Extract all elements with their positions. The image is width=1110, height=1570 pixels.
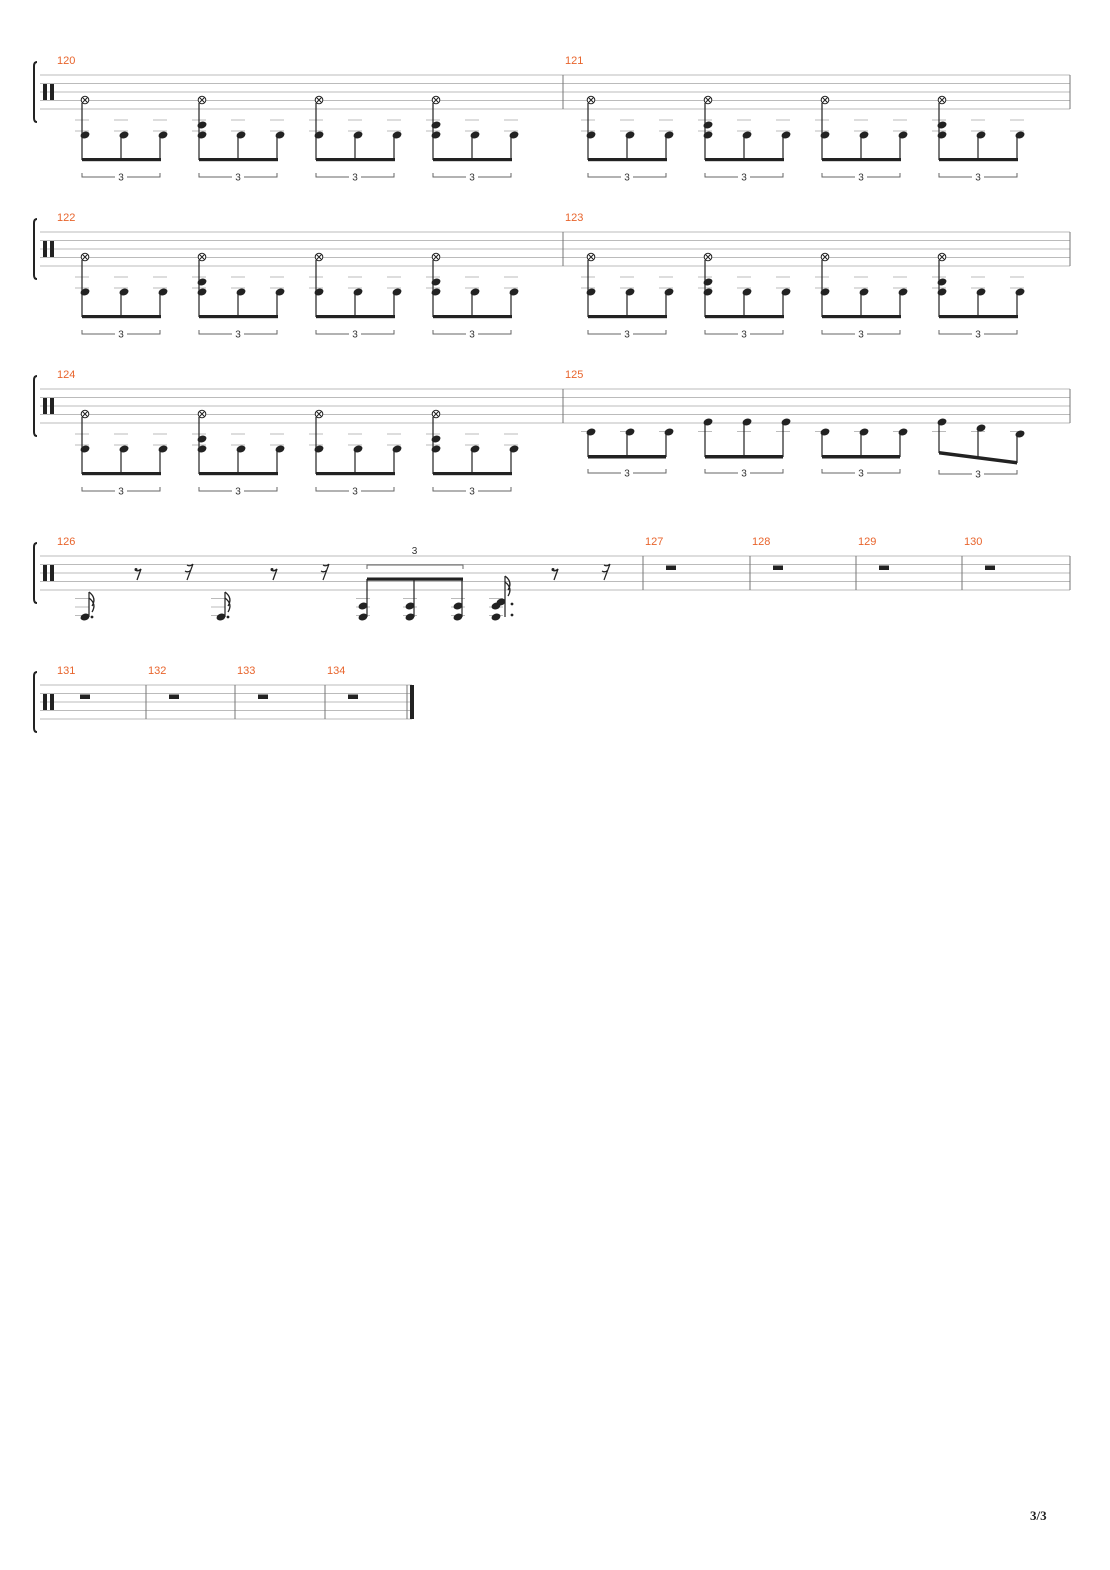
bass-notehead: [742, 287, 753, 296]
measure-number: 134: [327, 665, 346, 677]
measure-number: 128: [752, 536, 771, 548]
tom-notehead: [898, 427, 909, 436]
note-beam: [316, 472, 395, 475]
hihat-notehead: [704, 96, 712, 104]
measure-number: 133: [237, 665, 256, 677]
bass-notehead: [509, 287, 520, 296]
tuplet-bracket: [478, 173, 511, 177]
note-beam: [705, 455, 783, 459]
augmentation-dot: [91, 616, 94, 619]
bass-notehead: [431, 130, 442, 139]
note-beam: [705, 315, 784, 318]
triplet-group: [815, 427, 908, 479]
tuplet-bracket: [705, 330, 738, 334]
tom-notehead: [781, 417, 792, 426]
percussion-clef: [50, 241, 54, 257]
hihat-notehead: [432, 253, 440, 261]
measure: [565, 369, 1025, 481]
tuplet-number: 3: [235, 172, 241, 184]
tuplet-bracket: [478, 487, 511, 491]
hihat-notehead: [821, 253, 829, 261]
bass-notehead: [470, 130, 481, 139]
tuplet-number: 3: [858, 329, 864, 341]
staff-system: [34, 55, 1070, 184]
tom-notehead: [664, 427, 675, 436]
note-beam: [82, 158, 161, 161]
dotted-chord: [489, 576, 513, 622]
note-beam: [588, 315, 667, 318]
bass-notehead: [197, 130, 208, 139]
tuplet-number: 3: [352, 329, 358, 341]
snare-notehead: [197, 277, 208, 286]
system-bracket: [34, 62, 37, 122]
snare-notehead: [431, 434, 442, 443]
tuplet-bracket: [316, 330, 349, 334]
system-bracket: [34, 376, 37, 436]
note-beam: [316, 158, 395, 161]
note-beam: [199, 315, 278, 318]
bass-sixteenth-note: [75, 592, 94, 622]
augmentation-dot: [511, 603, 514, 606]
bass-notehead: [197, 444, 208, 453]
tuplet-bracket: [939, 470, 972, 474]
hihat-notehead: [81, 410, 89, 418]
tuplet-bracket: [939, 330, 972, 334]
tuplet-bracket: [82, 330, 115, 334]
whole-rest: [773, 566, 783, 571]
tuplet-number: 3: [858, 468, 864, 480]
tuplet-bracket: [939, 173, 972, 177]
triplet-group: [932, 417, 1025, 480]
tuplet-number: 3: [469, 486, 475, 498]
hihat-notehead: [821, 96, 829, 104]
triplet-group: [698, 417, 791, 479]
hihat-notehead: [198, 96, 206, 104]
measure-number: 126: [57, 536, 76, 548]
sixteenth-rest: [321, 564, 329, 580]
tom-notehead: [1015, 429, 1026, 438]
bass-notehead: [197, 287, 208, 296]
bass-sixteenth-note: [211, 592, 230, 622]
hihat-notehead: [81, 253, 89, 261]
sixteenth-rest: [602, 564, 610, 580]
bass-notehead: [781, 287, 792, 296]
percussion-clef: [50, 84, 54, 100]
percussion-clef: [50, 694, 54, 710]
bass-notehead: [353, 287, 364, 296]
hihat-notehead: [315, 253, 323, 261]
whole-rest: [169, 695, 179, 700]
measure: [57, 55, 519, 184]
tom-notehead: [703, 417, 714, 426]
system-bracket: [34, 672, 37, 732]
hihat-notehead: [315, 96, 323, 104]
tuplet-number: 3: [469, 172, 475, 184]
bass-notehead: [976, 287, 987, 296]
percussion-clef: [43, 84, 47, 100]
tuplet-bracket: [588, 173, 621, 177]
tom-notehead: [859, 427, 870, 436]
tuplet-bracket: [82, 173, 115, 177]
bass-notehead: [353, 130, 364, 139]
measure-number: 127: [645, 536, 664, 548]
tom-notehead: [742, 417, 753, 426]
snare-notehead: [703, 120, 714, 129]
bass-notehead: [820, 287, 831, 296]
bass-notehead: [781, 130, 792, 139]
tuplet-number: 3: [975, 329, 981, 341]
whole-rest: [666, 566, 676, 571]
tuplet-number: 3: [975, 172, 981, 184]
tuplet-bracket: [316, 487, 349, 491]
eighth-rest-dot: [552, 568, 555, 571]
tuplet-bracket: [127, 487, 160, 491]
final-barline-thick: [410, 685, 414, 719]
tuplet-number: 3: [469, 329, 475, 341]
bass-notehead: [431, 444, 442, 453]
tuplet-number: 3: [975, 469, 981, 481]
tom-notehead: [820, 427, 831, 436]
tuplet-number: 3: [118, 172, 124, 184]
measure: [565, 212, 1025, 341]
bass-notehead: [509, 444, 520, 453]
measure-number: 132: [148, 665, 167, 677]
bass-notehead: [392, 444, 403, 453]
sixteenth-rest: [185, 564, 193, 580]
bass-notehead: [859, 130, 870, 139]
note-beam: [82, 472, 161, 475]
tuplet-bracket: [127, 330, 160, 334]
bass-notehead: [158, 287, 169, 296]
tuplet-bracket: [822, 330, 855, 334]
bass-notehead: [80, 287, 91, 296]
tuplet-bracket: [433, 487, 466, 491]
note-beam: [367, 578, 463, 581]
note-flag: [225, 592, 230, 612]
hihat-notehead: [198, 253, 206, 261]
measure-number: 120: [57, 55, 76, 67]
tuplet-bracket: [199, 173, 232, 177]
tuplet-number: 3: [624, 329, 630, 341]
tuplet-number: 3: [741, 468, 747, 480]
tuplet-bracket: [867, 330, 900, 334]
staff-system: [34, 369, 1070, 498]
hihat-notehead: [938, 253, 946, 261]
snare-notehead: [197, 434, 208, 443]
tuplet-bracket: [984, 470, 1017, 474]
bass-notehead: [976, 130, 987, 139]
note-beam: [199, 472, 278, 475]
bass-notehead: [80, 444, 91, 453]
bass-notehead: [470, 444, 481, 453]
triplet-group: [356, 546, 465, 622]
system-bracket: [34, 543, 37, 603]
bass-notehead: [742, 130, 753, 139]
tuplet-bracket: [244, 487, 277, 491]
eighth-rest-dot: [271, 568, 274, 571]
tuplet-bracket: [705, 173, 738, 177]
hihat-notehead: [198, 410, 206, 418]
note-beam: [822, 315, 901, 318]
bass-notehead: [491, 612, 502, 621]
snare-notehead: [197, 120, 208, 129]
tuplet-bracket: [750, 173, 783, 177]
bass-notehead: [236, 444, 247, 453]
tuplet-bracket: [822, 173, 855, 177]
tuplet-bracket: [822, 469, 855, 473]
measure-number: 129: [858, 536, 877, 548]
bass-notehead: [392, 287, 403, 296]
whole-rest: [879, 566, 889, 571]
bass-notehead: [314, 444, 325, 453]
tuplet-number: 3: [858, 172, 864, 184]
tom-notehead: [625, 427, 636, 436]
bass-notehead: [586, 130, 597, 139]
bass-notehead: [937, 130, 948, 139]
bass-notehead: [937, 287, 948, 296]
percussion-clef: [43, 398, 47, 414]
bass-notehead: [703, 287, 714, 296]
bass-notehead: [470, 287, 481, 296]
tuplet-number: 3: [624, 172, 630, 184]
hihat-notehead: [587, 96, 595, 104]
bass-notehead: [158, 130, 169, 139]
tuplet-bracket: [478, 330, 511, 334]
tuplet-bracket: [199, 487, 232, 491]
triplet-group: [581, 427, 674, 479]
bass-notehead: [392, 130, 403, 139]
bass-notehead: [119, 130, 130, 139]
tuplet-bracket: [244, 173, 277, 177]
tuplet-bracket: [127, 173, 160, 177]
tuplet-bracket: [199, 330, 232, 334]
tuplet-bracket: [633, 330, 666, 334]
tuplet-bracket: [633, 469, 666, 473]
measure-number: 125: [565, 369, 584, 381]
tuplet-bracket: [367, 565, 463, 569]
bass-notehead: [1015, 130, 1026, 139]
bass-notehead: [703, 130, 714, 139]
whole-rest: [80, 695, 90, 700]
whole-rest: [258, 695, 268, 700]
note-beam: [705, 158, 784, 161]
tuplet-bracket: [82, 487, 115, 491]
sixteenth-rest-stroke: [185, 564, 193, 580]
tuplet-bracket: [588, 330, 621, 334]
staff-system: [34, 665, 414, 732]
tuplet-bracket: [588, 469, 621, 473]
tom-notehead: [586, 427, 597, 436]
tuplet-bracket: [867, 173, 900, 177]
snare-notehead: [431, 120, 442, 129]
tuplet-number: 3: [741, 172, 747, 184]
bass-notehead: [586, 287, 597, 296]
augmentation-dot: [511, 614, 514, 617]
bass-notehead: [625, 287, 636, 296]
tuplet-number: 3: [118, 486, 124, 498]
note-flag: [505, 576, 510, 596]
tuplet-number: 3: [624, 468, 630, 480]
measure: [57, 536, 610, 622]
hihat-notehead: [432, 410, 440, 418]
note-beam: [316, 315, 395, 318]
tuplet-bracket: [433, 173, 466, 177]
note-flag: [89, 592, 94, 612]
tuplet-bracket: [984, 173, 1017, 177]
measure-number: 123: [565, 212, 584, 224]
percussion-clef: [43, 565, 47, 581]
hihat-notehead: [938, 96, 946, 104]
measure: [565, 55, 1025, 184]
hihat-notehead: [587, 253, 595, 261]
tuplet-bracket: [984, 330, 1017, 334]
tuplet-bracket: [705, 469, 738, 473]
bass-notehead: [859, 287, 870, 296]
note-beam: [939, 158, 1018, 161]
tuplet-bracket: [244, 330, 277, 334]
measure-number: 122: [57, 212, 76, 224]
snare-notehead: [703, 277, 714, 286]
snare-notehead: [937, 277, 948, 286]
system-bracket: [34, 219, 37, 279]
bass-notehead: [1015, 287, 1026, 296]
tuplet-number: 3: [411, 546, 418, 557]
measure: [57, 212, 519, 341]
tuplet-bracket: [361, 330, 394, 334]
tuplet-number: 3: [118, 329, 124, 341]
note-beam: [433, 158, 512, 161]
bass-notehead: [431, 287, 442, 296]
bass-notehead: [275, 130, 286, 139]
bass-notehead: [275, 287, 286, 296]
note-beam: [199, 158, 278, 161]
note-beam: [822, 455, 900, 459]
tuplet-bracket: [750, 330, 783, 334]
bass-notehead: [664, 287, 675, 296]
tuplet-bracket: [633, 173, 666, 177]
measure-number: 124: [57, 369, 76, 381]
whole-rest: [348, 695, 358, 700]
note-beam: [588, 455, 666, 459]
bass-notehead: [314, 130, 325, 139]
bass-notehead: [236, 287, 247, 296]
tuplet-bracket: [433, 330, 466, 334]
bass-notehead: [509, 130, 520, 139]
sixteenth-rest-stroke: [321, 564, 329, 580]
hihat-notehead: [704, 253, 712, 261]
bass-notehead: [898, 287, 909, 296]
tuplet-bracket: [361, 487, 394, 491]
tuplet-number: 3: [235, 329, 241, 341]
note-beam: [939, 315, 1018, 318]
measure-number: 130: [964, 536, 983, 548]
percussion-clef: [50, 565, 54, 581]
percussion-clef: [43, 241, 47, 257]
page-number: 3/3: [1030, 1508, 1047, 1523]
staff-system: [34, 536, 1070, 622]
bass-notehead: [664, 130, 675, 139]
tuplet-number: 3: [741, 329, 747, 341]
bass-notehead: [820, 130, 831, 139]
augmentation-dot: [227, 616, 230, 619]
note-beam: [433, 472, 512, 475]
percussion-clef: [50, 398, 54, 414]
tom-notehead: [937, 417, 948, 426]
bass-notehead: [275, 444, 286, 453]
staff-system: [34, 212, 1070, 341]
note-beam: [433, 315, 512, 318]
measure-number: 121: [565, 55, 584, 67]
bass-notehead: [119, 444, 130, 453]
measure: [57, 369, 519, 498]
note-beam: [82, 315, 161, 318]
tuplet-bracket: [316, 173, 349, 177]
bass-notehead: [236, 130, 247, 139]
snare-notehead: [431, 277, 442, 286]
tuplet-bracket: [361, 173, 394, 177]
tuplet-bracket: [867, 469, 900, 473]
bass-notehead: [625, 130, 636, 139]
tuplet-bracket: [750, 469, 783, 473]
sixteenth-rest-stroke: [602, 564, 610, 580]
tuplet-number: 3: [235, 486, 241, 498]
bass-notehead: [80, 130, 91, 139]
tuplet-number: 3: [352, 172, 358, 184]
hihat-notehead: [315, 410, 323, 418]
bass-notehead: [158, 444, 169, 453]
tuplet-number: 3: [352, 486, 358, 498]
snare-notehead: [937, 120, 948, 129]
hihat-notehead: [81, 96, 89, 104]
bass-notehead: [353, 444, 364, 453]
hihat-notehead: [432, 96, 440, 104]
whole-rest: [985, 566, 995, 571]
bass-notehead: [898, 130, 909, 139]
percussion-clef: [43, 694, 47, 710]
bass-notehead: [314, 287, 325, 296]
eighth-rest-dot: [135, 568, 138, 571]
note-beam: [822, 158, 901, 161]
bass-notehead: [119, 287, 130, 296]
measure-number: 131: [57, 665, 76, 677]
note-beam: [588, 158, 667, 161]
